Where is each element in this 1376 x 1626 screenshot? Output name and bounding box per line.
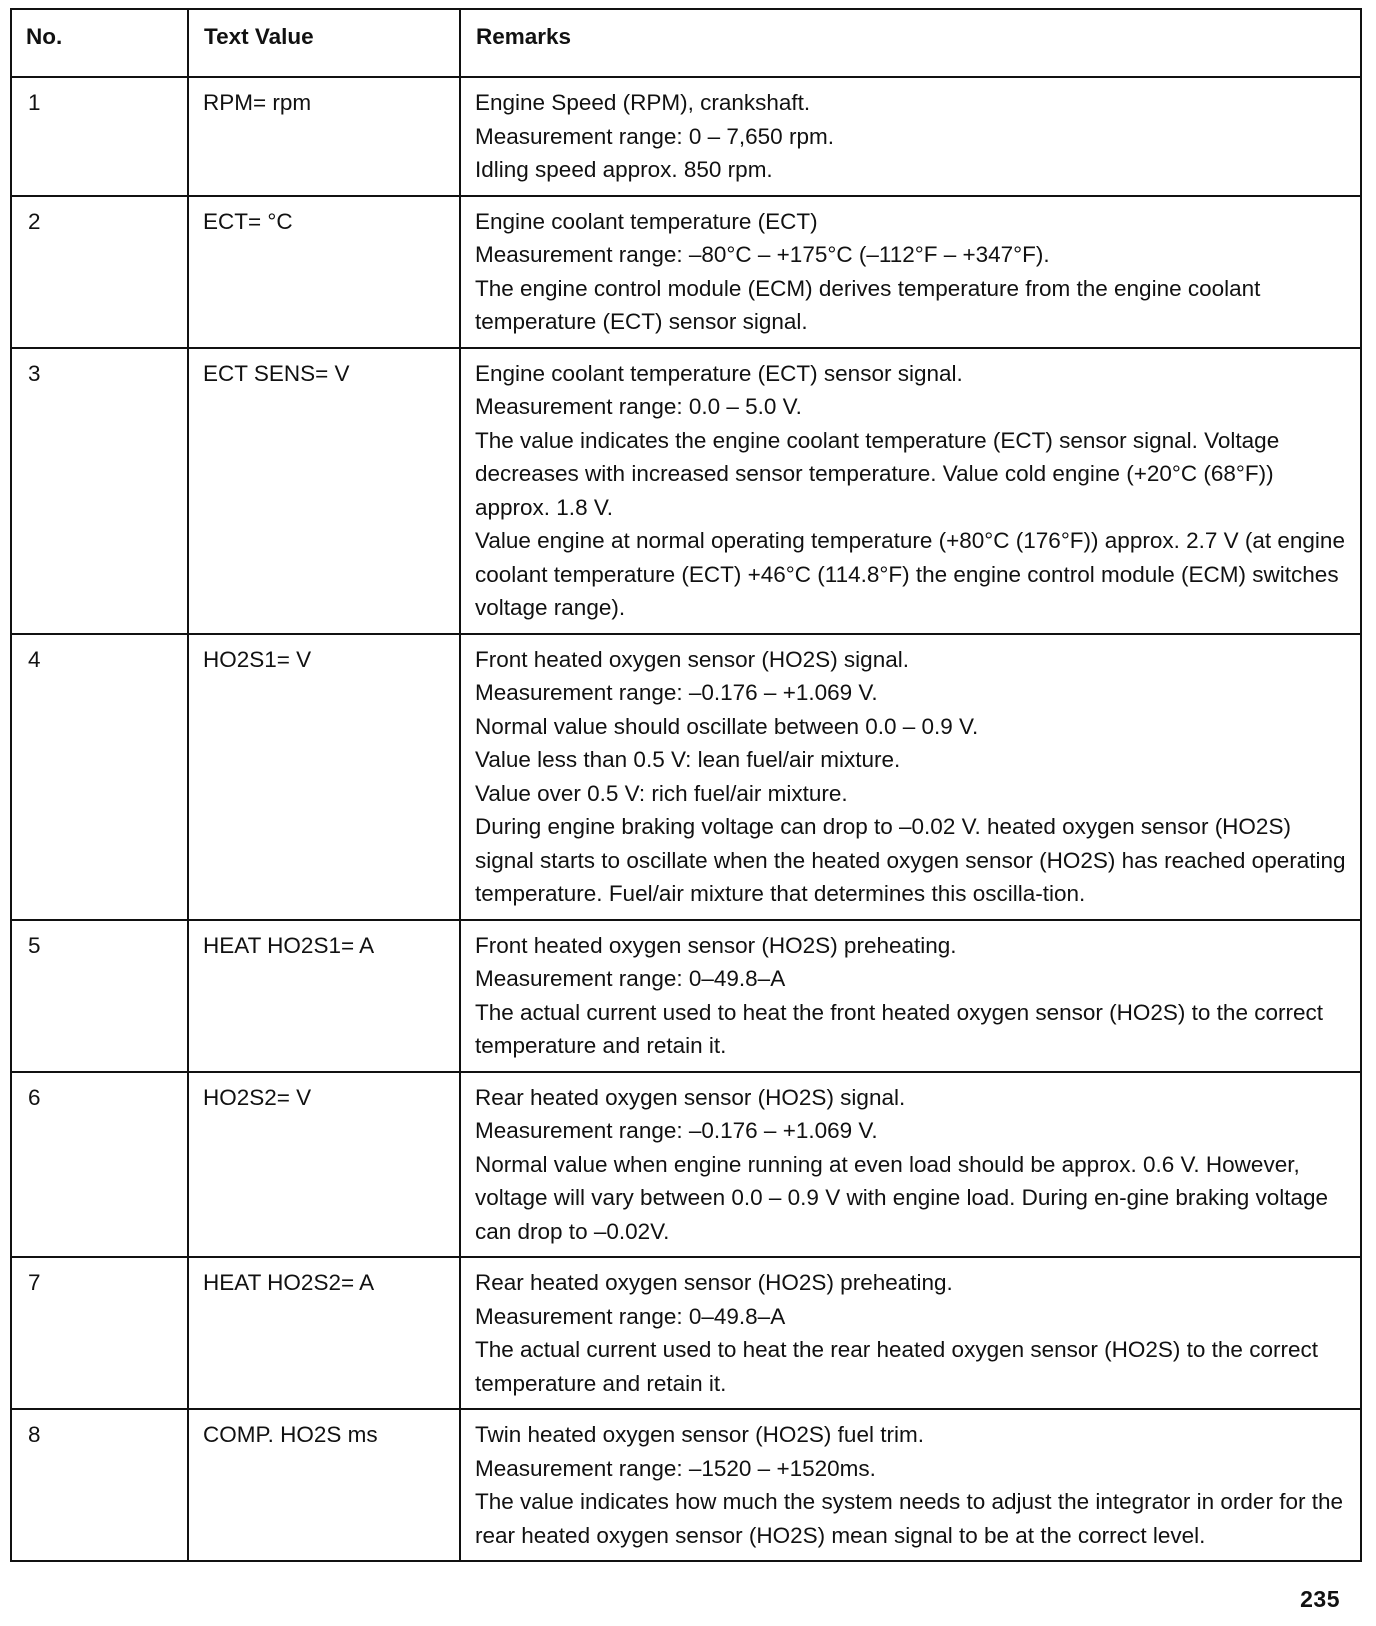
row-remarks: [460, 77, 1361, 196]
table-row: [11, 348, 1361, 634]
remark-line: During engine braking voltage can drop to –0.02 V. heated oxygen sensor (HO2S) signal starts to oscillate when the heated oxygen sensor (HO2S) has reached operating temperature. Fuel/air mixture that determines this oscilla-tion.: [475, 814, 1346, 906]
remark-line: Measurement range: –0.176 – +1.069 V.: [475, 1118, 878, 1143]
remark-line: Measurement range: 0–49.8–A: [475, 1303, 786, 1329]
row-text-value: HEAT HO2S1= A: [188, 920, 460, 1072]
remark-line: Rear heated oxygen sensor (HO2S) signal.: [475, 1084, 906, 1110]
remark-line: The value indicates how much the system needs to adjust the integrator in order for the rear heated oxygen sensor (HO2S) mean signal to be at the correct level.: [475, 1489, 1343, 1548]
row-remarks: [460, 348, 1361, 634]
row-number: 5: [11, 920, 188, 1072]
remark-line: Measurement range: –1520 – +1520ms.: [475, 1455, 876, 1481]
row-number: 1: [11, 77, 188, 196]
remark-line: Twin heated oxygen sensor (HO2S) fuel trim.: [475, 1422, 924, 1447]
remark-line: Value less than 0.5 V: lean fuel/air mixture.: [475, 747, 901, 772]
remark-line: Value over 0.5 V: rich fuel/air mixture.: [475, 780, 848, 806]
remark-line: The actual current used to heat the front heated oxygen sensor (HO2S) to the correct temperature and retain it.: [475, 999, 1323, 1058]
header-remarks: Remarks: [460, 9, 1361, 77]
remark-line: Measurement range: 0–49.8–A: [475, 966, 786, 991]
row-remarks: [460, 1072, 1361, 1258]
row-text-value: RPM= rpm: [188, 77, 460, 196]
row-number: 8: [11, 1409, 188, 1561]
parameter-table: [10, 8, 1362, 1562]
remark-line: Measurement range: 0.0 – 5.0 V.: [475, 394, 802, 419]
row-remarks: [460, 196, 1361, 348]
remark-line: Engine Speed (RPM), crankshaft.: [475, 90, 811, 115]
table-row: [11, 1257, 1361, 1409]
row-number: 7: [11, 1257, 188, 1409]
remark-line: Normal value when engine running at even load should be approx. 0.6 V. However, voltage will vary between 0.0 – 0.9 V with engine load. During en-gine braking voltage can drop to –0.02V.: [475, 1151, 1329, 1244]
remark-line: Front heated oxygen sensor (HO2S) preheating.: [475, 932, 957, 958]
remark-line: Rear heated oxygen sensor (HO2S) preheating.: [475, 1270, 953, 1295]
row-text-value: HO2S1= V: [188, 634, 460, 920]
table-row: [11, 1072, 1361, 1258]
row-number: 4: [11, 634, 188, 920]
table-row: [11, 920, 1361, 1072]
page-number: 235: [1300, 1586, 1340, 1612]
remark-line: Normal value should oscillate between 0.0 – 0.9 V.: [475, 713, 979, 739]
row-remarks: [460, 634, 1361, 920]
remark-line: Idling speed approx. 850 rpm.: [475, 157, 773, 182]
row-text-value: HO2S2= V: [188, 1072, 460, 1258]
row-remarks: [460, 920, 1361, 1072]
table-body: [11, 77, 1361, 1561]
table-row: [11, 77, 1361, 196]
header-no: No.: [11, 9, 188, 77]
table-row: [11, 196, 1361, 348]
table-row: [11, 634, 1361, 920]
row-text-value: HEAT HO2S2= A: [188, 1257, 460, 1409]
row-remarks: [460, 1257, 1361, 1409]
row-number: 3: [11, 348, 188, 634]
remark-line: Measurement range: –80°C – +175°C (–112°F – +347°F).: [475, 242, 1050, 267]
header-text-value: Text Value: [188, 9, 460, 77]
table-row: [11, 1409, 1361, 1561]
row-text-value: COMP. HO2S ms: [188, 1409, 460, 1561]
remark-line: The value indicates the engine coolant temperature (ECT) sensor signal. Voltage decreases with increased sensor temperature. Value cold engine (+20°C (68°F)) approx. 1.8 V.: [475, 427, 1280, 520]
remark-line: The engine control module (ECM) derives temperature from the engine coolant temperature (ECT) sensor signal.: [475, 275, 1261, 334]
table-header-row: [11, 9, 1361, 77]
remark-line: Value engine at normal operating temperature (+80°C (176°F)) approx. 2.7 V (at engine coolant temperature (ECT) +46°C (114.8°F) the engine control module (ECM) switches voltage range).: [475, 528, 1345, 620]
remark-line: Measurement range: –0.176 – +1.069 V.: [475, 680, 878, 705]
remark-line: Measurement range: 0 – 7,650 rpm.: [475, 123, 834, 149]
remark-line: Engine coolant temperature (ECT) sensor signal.: [475, 360, 963, 386]
remark-line: The actual current used to heat the rear heated oxygen sensor (HO2S) to the correct temperature and retain it.: [475, 1337, 1318, 1396]
row-number: 6: [11, 1072, 188, 1258]
remark-line: Engine coolant temperature (ECT): [475, 208, 818, 234]
remark-line: Front heated oxygen sensor (HO2S) signal.: [475, 646, 909, 672]
row-text-value: ECT= °C: [188, 196, 460, 348]
row-text-value: ECT SENS= V: [188, 348, 460, 634]
row-number: 2: [11, 196, 188, 348]
row-remarks: [460, 1409, 1361, 1561]
